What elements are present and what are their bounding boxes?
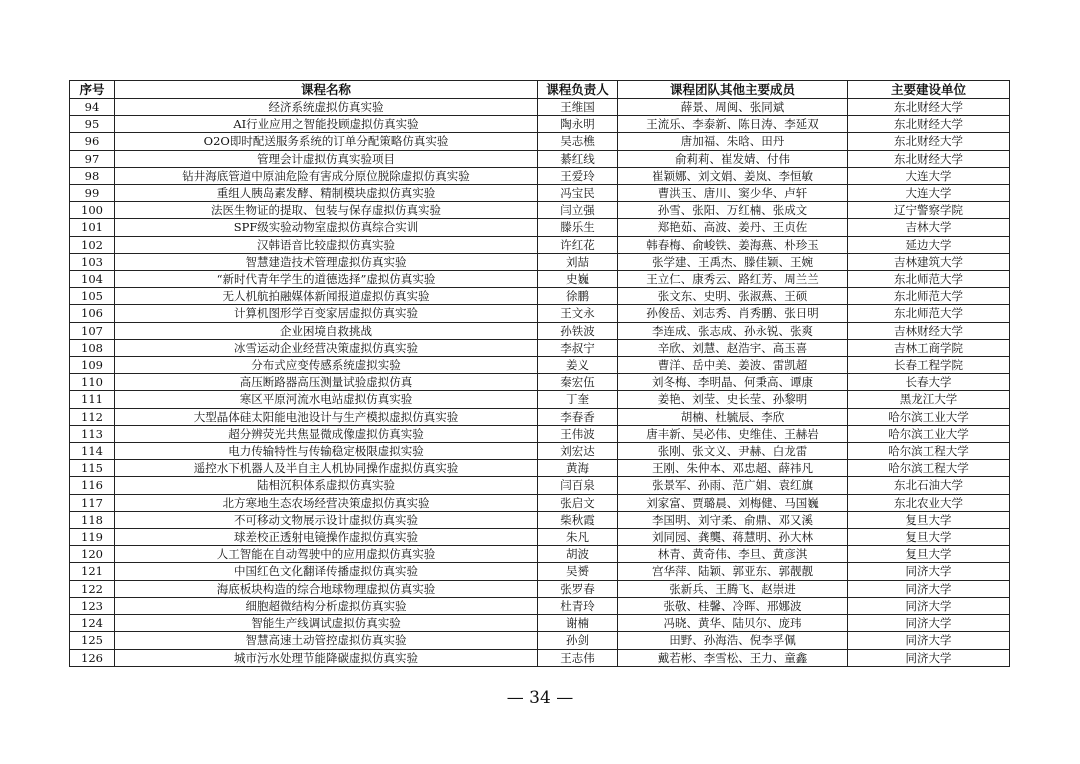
table-row: [70, 374, 1010, 391]
table-row: [70, 529, 1010, 546]
cell-institution: 东北财经大学: [848, 116, 1010, 133]
table-row: [70, 563, 1010, 580]
cell-institution: 吉林大学: [848, 219, 1010, 236]
cell-course-lead: 胡波: [538, 546, 618, 563]
cell-course-name: 汉韩语音比较虚拟仿真实验: [115, 236, 538, 253]
cell-team-members: 王刚、朱仲本、邓忠超、薛祎凡: [618, 460, 848, 477]
table-row: [70, 632, 1010, 649]
cell-course-lead: 徐鹏: [538, 288, 618, 305]
cell-course-lead: 许红花: [538, 236, 618, 253]
cell-team-members: 张文东、史明、张淑燕、王硕: [618, 288, 848, 305]
cell-team-members: 胡楠、杜毓辰、李欣: [618, 408, 848, 425]
cell-team-members: 张新兵、王腾飞、赵崇进: [618, 580, 848, 597]
cell-institution: 同济大学: [848, 580, 1010, 597]
cell-index: 107: [70, 322, 115, 339]
cell-team-members: 孙雪、张阳、万红楠、张成文: [618, 202, 848, 219]
cell-index: 117: [70, 494, 115, 511]
table-row: [70, 150, 1010, 167]
table-row: [70, 271, 1010, 288]
cell-team-members: 张刚、张文义、尹赫、白龙雷: [618, 443, 848, 460]
cell-team-members: 唐丰新、吴必伟、史维佳、王赫岩: [618, 425, 848, 442]
cell-team-members: 郑艳茹、高波、姜丹、王贞佐: [618, 219, 848, 236]
table-row: [70, 202, 1010, 219]
table-row: [70, 494, 1010, 511]
cell-course-lead: 王文永: [538, 305, 618, 322]
cell-institution: 复旦大学: [848, 546, 1010, 563]
cell-index: 103: [70, 253, 115, 270]
cell-institution: 东北石油大学: [848, 477, 1010, 494]
cell-institution: 同济大学: [848, 649, 1010, 666]
cell-team-members: 戴若彬、李雪松、王力、童鑫: [618, 649, 848, 666]
course-table: [69, 80, 1010, 667]
cell-team-members: 冯晓、黄华、陆贝尔、庞玮: [618, 615, 848, 632]
cell-course-name: 钻井海底管道中原油危险有害成分原位脱除虚拟仿真实验: [115, 167, 538, 184]
cell-institution: 东北财经大学: [848, 150, 1010, 167]
cell-index: 126: [70, 649, 115, 666]
cell-team-members: 崔颖娜、刘文娟、姜岚、李恒敏: [618, 167, 848, 184]
table-row: [70, 460, 1010, 477]
cell-course-lead: 谢楠: [538, 615, 618, 632]
table-row: [70, 116, 1010, 133]
table-row: [70, 425, 1010, 442]
cell-course-lead: 孙铁波: [538, 322, 618, 339]
table-row: [70, 305, 1010, 322]
cell-team-members: 刘同园、龚龑、蒋慧明、孙大林: [618, 529, 848, 546]
table-row: [70, 615, 1010, 632]
cell-team-members: 宫华萍、陆颖、郭亚东、郭靓靓: [618, 563, 848, 580]
cell-course-lead: 刘喆: [538, 253, 618, 270]
cell-index: 112: [70, 408, 115, 425]
table-row: [70, 443, 1010, 460]
cell-course-name: 管理会计虚拟仿真实验项目: [115, 150, 538, 167]
cell-index: 115: [70, 460, 115, 477]
table-row: [70, 99, 1010, 116]
table-body: [70, 99, 1010, 667]
cell-team-members: 林青、黄奇伟、李旦、黄彦淇: [618, 546, 848, 563]
cell-institution: 同济大学: [848, 563, 1010, 580]
cell-team-members: 姜艳、刘莹、史长莹、孙黎明: [618, 391, 848, 408]
cell-institution: 哈尔滨工业大学: [848, 425, 1010, 442]
cell-institution: 吉林工商学院: [848, 339, 1010, 356]
table-row: [70, 357, 1010, 374]
cell-index: 111: [70, 391, 115, 408]
table-row: [70, 339, 1010, 356]
cell-course-name: “新时代青年学生的道德选择”虚拟仿真实验: [115, 271, 538, 288]
cell-course-name: 重组人胰岛素发酵、精制模块虚拟仿真实验: [115, 185, 538, 202]
cell-course-name: 电力传输特性与传输稳定极限虚拟实验: [115, 443, 538, 460]
cell-institution: 哈尔滨工业大学: [848, 408, 1010, 425]
cell-course-lead: 丁奎: [538, 391, 618, 408]
table-row: [70, 391, 1010, 408]
cell-institution: 东北农业大学: [848, 494, 1010, 511]
cell-institution: 吉林财经大学: [848, 322, 1010, 339]
cell-index: 120: [70, 546, 115, 563]
cell-course-lead: 吴志樵: [538, 133, 618, 150]
cell-team-members: 孙俊岳、刘志秀、肖秀鹏、张日明: [618, 305, 848, 322]
cell-institution: 东北财经大学: [848, 133, 1010, 150]
cell-course-name: 陆相沉积体系虚拟仿真实验: [115, 477, 538, 494]
cell-course-name: 法医生物证的提取、包装与保存虚拟仿真实验: [115, 202, 538, 219]
cell-course-name: 超分辨荧光共焦显微成像虚拟仿真实验: [115, 425, 538, 442]
cell-team-members: 王立仁、康秀云、路红芳、周兰兰: [618, 271, 848, 288]
cell-course-name: 计算机图形学百变家居虚拟仿真实验: [115, 305, 538, 322]
cell-course-lead: 史巍: [538, 271, 618, 288]
cell-course-name: 智慧建造技术管理虚拟仿真实验: [115, 253, 538, 270]
cell-index: 119: [70, 529, 115, 546]
cell-course-lead: 杜青玲: [538, 597, 618, 614]
cell-index: 109: [70, 357, 115, 374]
cell-course-name: 无人机航拍融媒体新闻报道虚拟仿真实验: [115, 288, 538, 305]
cell-team-members: 辛欣、刘慧、赵浩宇、高玉喜: [618, 339, 848, 356]
cell-team-members: 张敬、桂馨、冷晖、邢娜波: [618, 597, 848, 614]
cell-team-members: 田野、孙海浩、倪李孚佩: [618, 632, 848, 649]
cell-index: 122: [70, 580, 115, 597]
cell-team-members: 王流乐、李泰新、陈日涛、李延双: [618, 116, 848, 133]
page-number: — 34 —: [506, 688, 574, 708]
cell-institution: 长春大学: [848, 374, 1010, 391]
cell-team-members: 李连成、张志成、孙永锐、张爽: [618, 322, 848, 339]
cell-index: 104: [70, 271, 115, 288]
cell-course-lead: 綦红线: [538, 150, 618, 167]
cell-index: 121: [70, 563, 115, 580]
cell-index: 116: [70, 477, 115, 494]
cell-course-lead: 吴赟: [538, 563, 618, 580]
cell-institution: 辽宁警察学院: [848, 202, 1010, 219]
cell-index: 110: [70, 374, 115, 391]
cell-team-members: 曹洪玉、唐川、窦少华、卢轩: [618, 185, 848, 202]
cell-course-name: 遥控水下机器人及半自主人机协同操作虚拟仿真实验: [115, 460, 538, 477]
table-row: [70, 288, 1010, 305]
cell-index: 100: [70, 202, 115, 219]
cell-course-name: 寒区平原河流水电站虚拟仿真实验: [115, 391, 538, 408]
cell-institution: 同济大学: [848, 615, 1010, 632]
cell-course-name: 高压断路器高压测量试验虚拟仿真: [115, 374, 538, 391]
cell-course-name: 中国红色文化翻译传播虚拟仿真实验: [115, 563, 538, 580]
table-row: [70, 649, 1010, 666]
cell-index: 98: [70, 167, 115, 184]
cell-institution: 东北师范大学: [848, 271, 1010, 288]
cell-course-name: 海底板块构造的综合地球物理虚拟仿真实验: [115, 580, 538, 597]
cell-team-members: 刘家富、贾璐晨、刘梅健、马国巍: [618, 494, 848, 511]
table-row: [70, 477, 1010, 494]
table-row: [70, 511, 1010, 528]
header-course-name: 课程名称: [115, 81, 538, 99]
header-institution: 主要建设单位: [848, 81, 1010, 99]
table-row: [70, 546, 1010, 563]
cell-course-lead: 李春香: [538, 408, 618, 425]
header-course-lead: 课程负责人: [538, 81, 618, 99]
cell-course-lead: 柴秋霞: [538, 511, 618, 528]
cell-course-lead: 冯宝民: [538, 185, 618, 202]
cell-institution: 大连大学: [848, 167, 1010, 184]
cell-course-name: 人工智能在自动驾驶中的应用虚拟仿真实验: [115, 546, 538, 563]
cell-course-name: 细胞超微结构分析虚拟仿真实验: [115, 597, 538, 614]
cell-course-name: 智能生产线调试虚拟仿真实验: [115, 615, 538, 632]
table-row: [70, 236, 1010, 253]
cell-course-lead: 滕乐生: [538, 219, 618, 236]
cell-course-name: 智慧高速土动管控虚拟仿真实验: [115, 632, 538, 649]
table-row: [70, 133, 1010, 150]
table-row: [70, 597, 1010, 614]
cell-course-lead: 张启文: [538, 494, 618, 511]
cell-course-name: 分布式应变传感系统虚拟实验: [115, 357, 538, 374]
table-row: [70, 408, 1010, 425]
cell-team-members: 刘冬梅、李明晶、何秉高、谭康: [618, 374, 848, 391]
table-row: [70, 185, 1010, 202]
cell-index: 96: [70, 133, 115, 150]
cell-course-name: 城市污水处理节能降碳虚拟仿真实验: [115, 649, 538, 666]
cell-course-lead: 王志伟: [538, 649, 618, 666]
cell-course-lead: 王维国: [538, 99, 618, 116]
table-row: [70, 580, 1010, 597]
cell-course-lead: 李叔宁: [538, 339, 618, 356]
cell-institution: 长春工程学院: [848, 357, 1010, 374]
cell-index: 114: [70, 443, 115, 460]
cell-index: 113: [70, 425, 115, 442]
cell-course-lead: 陶永明: [538, 116, 618, 133]
cell-course-lead: 王爱玲: [538, 167, 618, 184]
cell-course-lead: 闫百泉: [538, 477, 618, 494]
cell-index: 97: [70, 150, 115, 167]
cell-team-members: 张景军、孙雨、范广娟、袁红旗: [618, 477, 848, 494]
cell-course-name: 不可移动文物展示设计虚拟仿真实验: [115, 511, 538, 528]
cell-index: 101: [70, 219, 115, 236]
cell-course-lead: 黄海: [538, 460, 618, 477]
header-index: 序号: [70, 81, 115, 99]
cell-team-members: 张学建、王禹杰、滕佳颖、王婉: [618, 253, 848, 270]
cell-index: 124: [70, 615, 115, 632]
cell-course-name: O2O即时配送服务系统的订单分配策略仿真实验: [115, 133, 538, 150]
cell-index: 123: [70, 597, 115, 614]
cell-institution: 复旦大学: [848, 529, 1010, 546]
cell-course-lead: 姜义: [538, 357, 618, 374]
cell-index: 108: [70, 339, 115, 356]
table-header-row: [70, 81, 1010, 99]
cell-index: 94: [70, 99, 115, 116]
table-row: [70, 322, 1010, 339]
cell-team-members: 俞莉莉、崔发婧、付伟: [618, 150, 848, 167]
cell-institution: 延边大学: [848, 236, 1010, 253]
table-row: [70, 253, 1010, 270]
cell-course-name: 企业困境自救挑战: [115, 322, 538, 339]
cell-institution: 同济大学: [848, 597, 1010, 614]
cell-index: 95: [70, 116, 115, 133]
cell-course-name: 北方寒地生态农场经营决策虚拟仿真实验: [115, 494, 538, 511]
cell-course-lead: 孙剑: [538, 632, 618, 649]
cell-course-name: SPF级实验动物室虚拟仿真综合实训: [115, 219, 538, 236]
cell-institution: 吉林建筑大学: [848, 253, 1010, 270]
cell-institution: 哈尔滨工程大学: [848, 460, 1010, 477]
cell-team-members: 李国明、刘守柔、俞鼎、邓又溪: [618, 511, 848, 528]
cell-course-lead: 刘宏达: [538, 443, 618, 460]
cell-index: 99: [70, 185, 115, 202]
cell-institution: 大连大学: [848, 185, 1010, 202]
cell-course-name: 大型晶体硅太阳能电池设计与生产模拟虚拟仿真实验: [115, 408, 538, 425]
cell-institution: 同济大学: [848, 632, 1010, 649]
cell-institution: 东北师范大学: [848, 288, 1010, 305]
cell-course-lead: 秦宏伍: [538, 374, 618, 391]
cell-institution: 东北财经大学: [848, 99, 1010, 116]
cell-index: 105: [70, 288, 115, 305]
cell-institution: 黑龙江大学: [848, 391, 1010, 408]
cell-team-members: 唐加福、朱晗、田丹: [618, 133, 848, 150]
cell-team-members: 韩春梅、俞峻铁、姜海燕、朴珍玉: [618, 236, 848, 253]
cell-course-name: AI行业应用之智能投顾虚拟仿真实验: [115, 116, 538, 133]
cell-index: 106: [70, 305, 115, 322]
cell-institution: 复旦大学: [848, 511, 1010, 528]
table-row: [70, 167, 1010, 184]
cell-course-name: 经济系统虚拟仿真实验: [115, 99, 538, 116]
cell-index: 125: [70, 632, 115, 649]
cell-course-name: 冰雪运动企业经营决策虚拟仿真实验: [115, 339, 538, 356]
cell-index: 102: [70, 236, 115, 253]
cell-team-members: 薛景、周闽、张同斌: [618, 99, 848, 116]
cell-institution: 东北师范大学: [848, 305, 1010, 322]
cell-course-name: 球差校正透射电镜操作虚拟仿真实验: [115, 529, 538, 546]
cell-institution: 哈尔滨工程大学: [848, 443, 1010, 460]
cell-course-lead: 张罗春: [538, 580, 618, 597]
cell-course-lead: 朱凡: [538, 529, 618, 546]
table-row: [70, 219, 1010, 236]
cell-course-lead: 王伟波: [538, 425, 618, 442]
cell-course-lead: 闫立强: [538, 202, 618, 219]
header-team-members: 课程团队其他主要成员: [618, 81, 848, 99]
cell-team-members: 曹洋、岳中美、姜波、雷凯超: [618, 357, 848, 374]
cell-index: 118: [70, 511, 115, 528]
